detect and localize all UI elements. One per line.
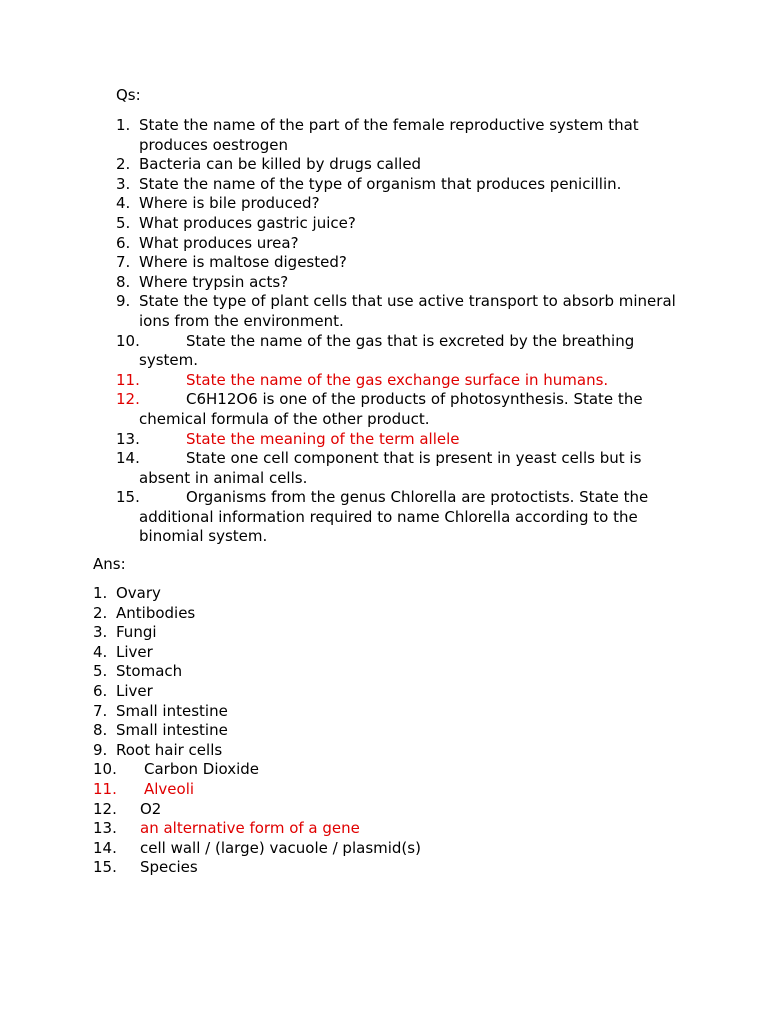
answer-item bbox=[93, 662, 653, 682]
question-item bbox=[116, 449, 676, 488]
question-text: C6H12O6 is one of the products of photosynthesis. State the chemical formula of the other product. bbox=[139, 390, 643, 428]
answer-number: 13. bbox=[93, 819, 117, 838]
question-text: Bacteria can be killed by drugs called bbox=[139, 155, 422, 174]
answer-text: cell wall / (large) vacuole / plasmid(s) bbox=[140, 838, 421, 857]
answer-text: Root hair cells bbox=[116, 740, 223, 759]
question-number: 8. bbox=[116, 272, 131, 291]
question-text: State one cell component that is present in yeast cells but is absent in animal cells. bbox=[139, 449, 642, 487]
question-item bbox=[116, 194, 676, 214]
question-item bbox=[116, 292, 676, 331]
question-item bbox=[116, 214, 676, 234]
answer-number: 6. bbox=[93, 681, 108, 700]
question-number: 5. bbox=[116, 213, 131, 232]
answer-item bbox=[93, 839, 653, 859]
answer-item bbox=[93, 702, 653, 722]
question-text: State the name of the gas that is excreted by the breathing system. bbox=[139, 331, 635, 370]
answer-item bbox=[93, 604, 653, 624]
answer-number: 9. bbox=[93, 740, 108, 759]
question-text: Where trypsin acts? bbox=[139, 272, 289, 291]
answer-item bbox=[93, 584, 653, 604]
answer-item bbox=[93, 643, 653, 663]
question-text: State the type of plant cells that use active transport to absorb mineral ions from the environment. bbox=[139, 292, 676, 330]
answer-text: Small intestine bbox=[116, 721, 228, 740]
question-number: 14. bbox=[116, 449, 140, 468]
questions-list bbox=[116, 116, 676, 547]
answer-number: 7. bbox=[93, 701, 108, 720]
answer-item bbox=[93, 623, 653, 643]
answer-item bbox=[93, 721, 653, 741]
answer-text: O2 bbox=[140, 799, 162, 818]
question-text: Organisms from the genus Chlorella are protoctists. State the additional information required to name Chlorella according to the binomial system. bbox=[139, 488, 649, 546]
answer-item bbox=[93, 819, 653, 839]
question-number: 15. bbox=[116, 488, 140, 507]
answer-number: 3. bbox=[93, 623, 108, 642]
question-number: 4. bbox=[116, 194, 131, 213]
answer-number: 1. bbox=[93, 584, 108, 602]
answer-item bbox=[93, 741, 653, 761]
question-number: 3. bbox=[116, 174, 131, 193]
question-text: Where is bile produced? bbox=[139, 194, 320, 213]
question-item bbox=[116, 234, 676, 254]
question-item bbox=[116, 155, 676, 175]
questions-heading: Qs: bbox=[116, 86, 141, 104]
question-item bbox=[116, 332, 676, 371]
answer-number: 12. bbox=[93, 799, 117, 818]
question-text: What produces gastric juice? bbox=[139, 213, 356, 232]
answer-text: Carbon Dioxide bbox=[144, 760, 260, 779]
answers-heading: Ans: bbox=[93, 555, 126, 573]
answer-item bbox=[93, 760, 653, 780]
question-text: State the name of the gas exchange surface in humans. bbox=[186, 370, 609, 389]
answer-text: Antibodies bbox=[116, 603, 196, 622]
answers-list bbox=[93, 584, 653, 878]
answer-text: Fungi bbox=[116, 623, 157, 642]
question-text: Where is maltose digested? bbox=[139, 253, 347, 272]
question-item bbox=[116, 430, 676, 450]
answer-number: 14. bbox=[93, 838, 117, 857]
answer-number: 10. bbox=[93, 760, 117, 779]
question-text: State the name of the part of the female reproductive system that produces oestrogen bbox=[139, 116, 639, 154]
question-number: 2. bbox=[116, 155, 131, 174]
answer-number: 4. bbox=[93, 642, 108, 661]
question-number: 11. bbox=[116, 370, 140, 389]
question-text-highlighted: State the meaning of the term allele bbox=[186, 429, 460, 448]
answer-text: Stomach bbox=[116, 662, 183, 681]
question-number: 9. bbox=[116, 292, 131, 311]
answer-number: 15. bbox=[93, 858, 117, 877]
question-item bbox=[116, 116, 676, 155]
answer-text-highlighted: an alternative form of a gene bbox=[140, 819, 360, 838]
question-item bbox=[116, 390, 676, 429]
question-number: 10. bbox=[116, 331, 140, 350]
answer-item bbox=[93, 800, 653, 820]
answer-number: 2. bbox=[93, 603, 108, 622]
answer-text: Alveoli bbox=[144, 779, 195, 798]
answer-item bbox=[93, 682, 653, 702]
question-number: 13. bbox=[116, 429, 140, 448]
answer-text: Liver bbox=[116, 642, 153, 661]
answer-text: Small intestine bbox=[116, 701, 228, 720]
question-text: State the name of the type of organism that produces penicillin. bbox=[139, 174, 622, 193]
answer-number: 5. bbox=[93, 662, 108, 681]
question-item bbox=[116, 175, 676, 195]
answer-text: Ovary bbox=[116, 584, 161, 602]
answer-item bbox=[93, 858, 653, 878]
answer-item-highlighted bbox=[93, 780, 653, 800]
answer-text: Liver bbox=[116, 681, 153, 700]
question-item bbox=[116, 273, 676, 293]
question-number: 7. bbox=[116, 253, 131, 272]
question-number-highlighted: 12. bbox=[116, 390, 140, 409]
answer-text: Species bbox=[140, 858, 198, 877]
answer-number: 11. bbox=[93, 779, 117, 798]
question-item-highlighted bbox=[116, 371, 676, 391]
question-number: 1. bbox=[116, 116, 131, 134]
answer-number: 8. bbox=[93, 721, 108, 740]
question-text: What produces urea? bbox=[139, 233, 299, 252]
question-item bbox=[116, 253, 676, 273]
question-item bbox=[116, 488, 676, 547]
question-number: 6. bbox=[116, 233, 131, 252]
